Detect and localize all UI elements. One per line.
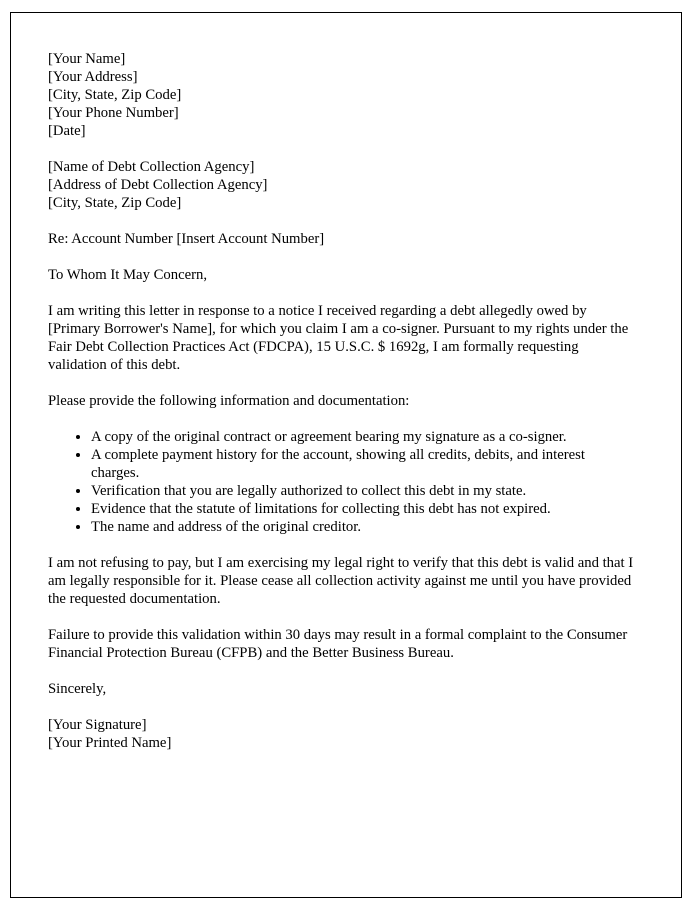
signature-placeholder: [Your Signature]: [48, 717, 147, 733]
sender-name-placeholder: [Your Name]: [48, 51, 126, 67]
sender-phone-placeholder: [Your Phone Number]: [48, 105, 179, 121]
salutation: To Whom It May Concern,: [48, 267, 208, 283]
recipient-address-block: [48, 158, 635, 212]
paragraph-rights: I am not refusing to pay, but I am exercising my legal right to verify that this debt is valid and that I am legally responsible for it. Please cease all collection activity against me until you have provided the requested documentation.: [48, 555, 634, 607]
date-placeholder: [Date]: [48, 123, 86, 139]
bullet-item-payment-history: • A complete payment history for the account, showing all credits, debits, and interest charges.: [91, 446, 635, 482]
sender-address-placeholder: [Your Address]: [48, 69, 138, 85]
sender-address-block: [48, 50, 635, 140]
agency-city-state-zip-placeholder: [City, State, Zip Code]: [48, 195, 182, 211]
bullet-item-original-creditor: • The name and address of the original creditor.: [91, 518, 635, 536]
sender-city-state-zip-placeholder: [City, State, Zip Code]: [48, 87, 182, 103]
bullet-item-statute: • Evidence that the statute of limitations for collecting this debt has not expired.: [91, 500, 635, 518]
agency-name-placeholder: [Name of Debt Collection Agency]: [48, 159, 255, 175]
printed-name-placeholder: [Your Printed Name]: [48, 735, 172, 751]
request-bullet-list: [48, 428, 635, 536]
bullet-item-verification: • Verification that you are legally authorized to collect this debt in my state.: [91, 482, 635, 500]
paragraph-intro: I am writing this letter in response to a notice I received regarding a debt allegedly owed by [Primary Borrower's Name], for which you claim I am a co-signer. Pursuant to my rights under the Fair Debt Collection Practices Act (FDCPA), 15 U.S.C. $ 1692g, I am formally requesting validation of this debt.: [48, 303, 629, 373]
agency-address-placeholder: [Address of Debt Collection Agency]: [48, 177, 268, 193]
paragraph-deadline: Failure to provide this validation within 30 days may result in a formal complaint to the Consumer Financial Protection Bureau (CFPB) and the Better Business Bureau.: [48, 627, 628, 661]
signature-block: [48, 716, 635, 752]
sign-off: Sincerely,: [48, 681, 107, 697]
letter-page: [10, 12, 682, 898]
request-intro: Please provide the following information and documentation:: [48, 393, 410, 409]
bullet-item-contract: • A copy of the original contract or agreement bearing my signature as a co-signer.: [91, 428, 635, 446]
subject-line: Re: Account Number [Insert Account Number]: [48, 231, 325, 247]
